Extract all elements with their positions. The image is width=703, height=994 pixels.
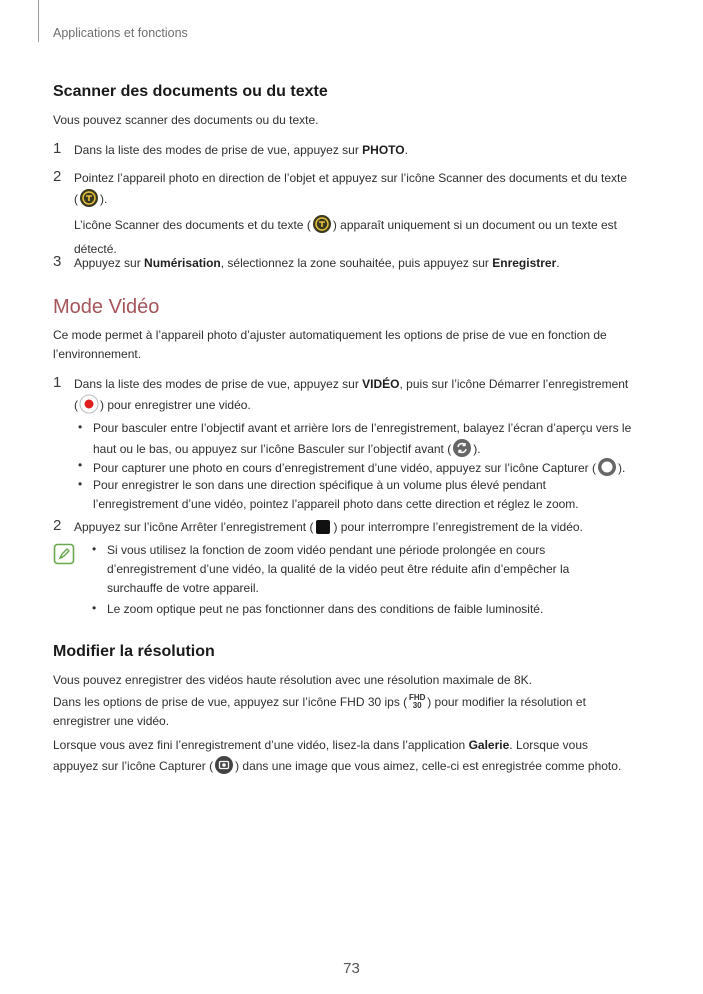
- video-bullet-1: Pour basculer entre l’objectif avant et arrière lors de l’enregistrement, balayez l’écran d’aperçu vers le haut ou le bas, ou appuyez sur l’icône Basculer sur l’objectif avant ( ).: [93, 419, 673, 464]
- bullet: •: [92, 542, 97, 556]
- scan-step-1: Dans la liste des modes de prise de vue, appuyez sur PHOTO.: [74, 143, 408, 157]
- video-step-1: Dans la liste des modes de prise de vue, appuyez sur VIDÉO, puis sur l’icône Démarrer l’enregistrement ( ) pour enregistrer une vidéo.: [74, 375, 684, 420]
- bullet: •: [78, 458, 83, 472]
- scan-step-3: Appuyez sur Numérisation, sélectionnez la zone souhaitée, puis appuyez sur Enregistrer.: [74, 256, 560, 270]
- video-bullet-3: Pour enregistrer le son dans une direction spécifique à un volume plus élevé pendant l’enregistrement d’une vidéo, pointez l’appareil photo dans cette direction et réglez le zoom.: [93, 478, 579, 511]
- note-icon: [53, 543, 75, 570]
- resolution-p3: Lorsque vous avez fini l’enregistrement d’une vidéo, lisez-la dans l’application Galerie. Lorsque vous appuyez sur l’icône Capturer ( ) dans une image que vous aimez, celle-ci est enregistrée comme photo.: [53, 736, 673, 781]
- step-number: 2: [53, 517, 62, 534]
- step-number: 1: [53, 374, 62, 391]
- section-title-video: Mode Vidéo: [53, 296, 160, 318]
- scan-step-2: Pointez l’appareil photo en direction de l’objet et appuyez sur l’icône Scanner des documents et du texte ( ). L’icône Scanner des documents et du texte ( ) apparaît uniquement si un document ou un texte est détecté.: [74, 171, 628, 256]
- note-item-1: Si vous utilisez la fonction de zoom vidéo pendant une période prolongée en cours d’enregistrement d’une vidéo, la qualité de la vidéo peut être réduite afin d’empêcher la surchauffe de votre appareil.: [107, 543, 570, 595]
- bullet: •: [92, 601, 97, 615]
- page-number: 73: [343, 960, 360, 977]
- resolution-p1: Vous pouvez enregistrer des vidéos haute résolution avec une résolution maximale de 8K.: [53, 673, 532, 687]
- capture-frame-icon: [214, 755, 234, 781]
- step-number: 3: [53, 253, 62, 270]
- note-item-2: Le zoom optique peut ne pas fonctionner dans des conditions de faible luminosité.: [107, 602, 544, 616]
- fhd-30-icon: FHD 30: [408, 693, 426, 710]
- step-number: 1: [53, 140, 62, 157]
- section-title-scan: Scanner des documents ou du texte: [53, 83, 328, 100]
- resolution-p2: Dans les options de prise de vue, appuyez sur l’icône FHD 30 ips ( FHD 30 ) pour modifier la résolution et enregistrer une vidéo.: [53, 693, 586, 728]
- header-rule: [38, 0, 39, 42]
- running-header: Applications et fonctions: [53, 26, 188, 40]
- bullet: •: [78, 477, 83, 491]
- bullet: •: [78, 420, 83, 434]
- video-step-2: Appuyez sur l’icône Arrêter l’enregistrement ( ) pour interrompre l’enregistrement de la vidéo.: [74, 518, 583, 542]
- stop-icon: [314, 518, 332, 542]
- section-title-resolution: Modifier la résolution: [53, 643, 215, 660]
- scan-text-icon: [312, 214, 332, 240]
- record-icon: [79, 394, 99, 420]
- step-number: 2: [53, 168, 62, 185]
- scan-intro: Vous pouvez scanner des documents ou du texte.: [53, 113, 319, 127]
- video-intro: Ce mode permet à l’appareil photo d’ajuster automatiquement les options de prise de vue en fonction de l’environnement.: [53, 328, 607, 361]
- scan-text-icon: [79, 188, 99, 214]
- video-bullet-2: Pour capturer une photo en cours d’enregistrement d’une vidéo, appuyez sur l’icône Capturer ( ).: [93, 457, 673, 483]
